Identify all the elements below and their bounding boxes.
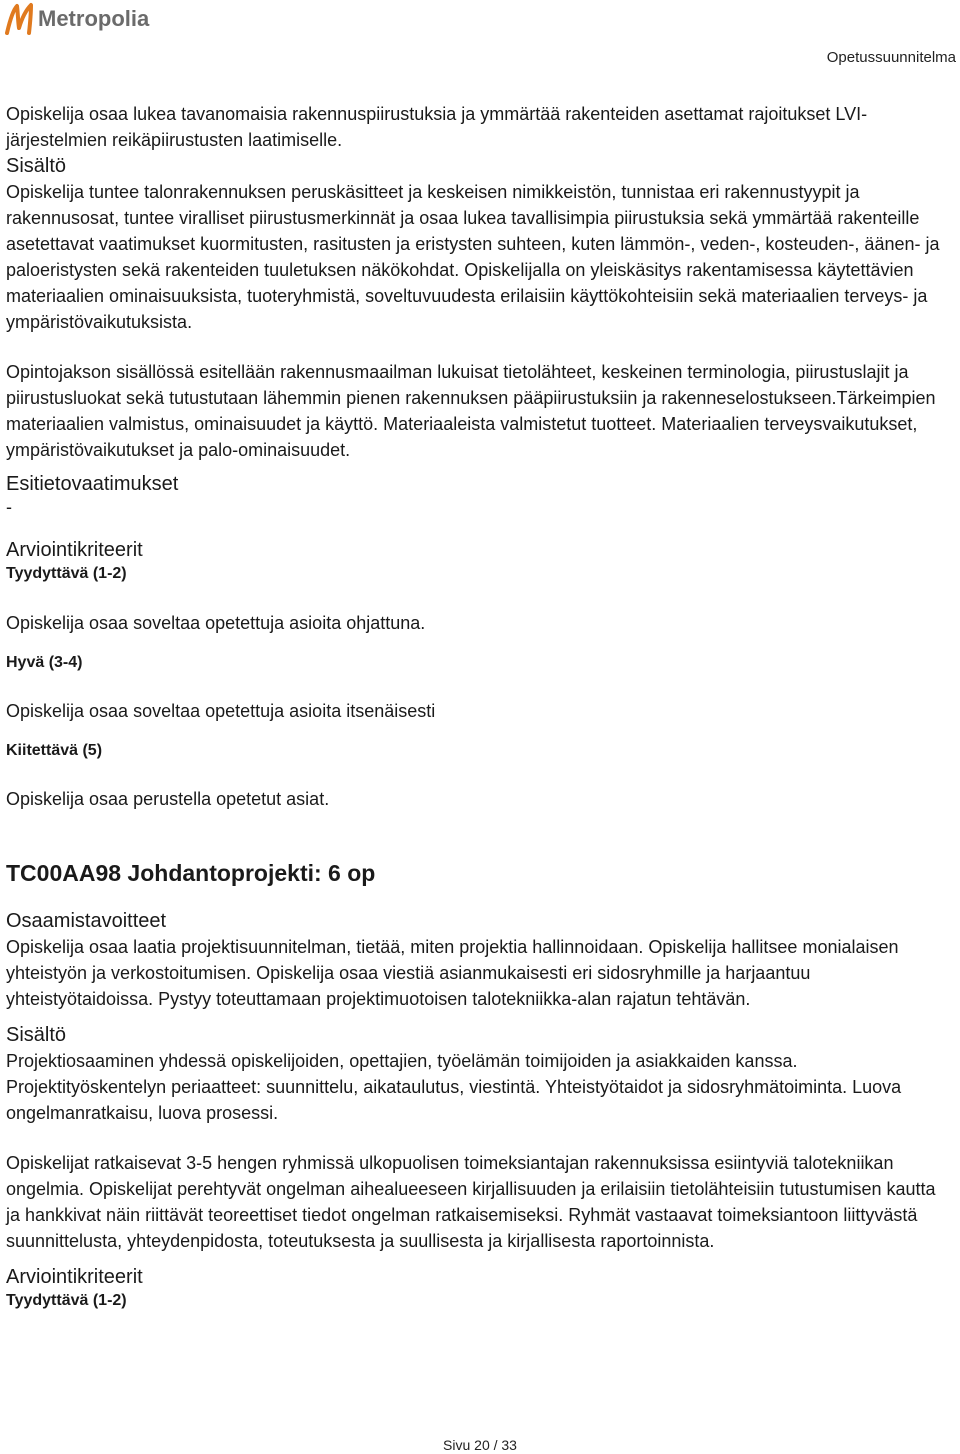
course2-grade-label-satisfactory: Tyydyttävä (1-2) bbox=[6, 1292, 127, 1309]
sisalto-heading: Sisältö bbox=[6, 155, 67, 177]
course2-arviointi-heading: Arviointikriteerit bbox=[6, 1266, 143, 1288]
page-content bbox=[6, 101, 954, 1312]
course-title: TC00AA98 Johdantoprojekti: 6 op bbox=[6, 860, 376, 886]
document-title: Opetussuunnitelma bbox=[826, 49, 956, 66]
osaamistavoitteet-text: Opiskelija osaa laatia projektisuunnitelman, tietää, miten projektia hallinnoidaan. Opiskelija hallitsee monialaisen yhteistyön ja verkostoitumisen. Opiskelija osaa viestiä asianmukaisesti eri sidosryhmille ja harjaantuu yhteistyötaidoissa. Pystyy toteuttamaan projektimuotoisen talotekniikka-alan rajatun tehtävän. bbox=[6, 937, 899, 1009]
esitieto-heading: Esitietovaatimukset bbox=[6, 473, 179, 495]
osaamistavoitteet-heading: Osaamistavoitteet bbox=[6, 910, 167, 932]
arviointi-heading: Arviointikriteerit bbox=[6, 539, 143, 561]
logo-wordmark: Metropolia bbox=[38, 6, 150, 31]
grade-text-good: Opiskelija osaa soveltaa opetettuja asioita itsenäisesti bbox=[6, 701, 436, 721]
page-number: Sivu 20 / 33 bbox=[443, 1437, 517, 1453]
grade-text-satisfactory: Opiskelija osaa soveltaa opetettuja asioita ohjattuna. bbox=[6, 613, 426, 633]
intro-paragraph: Opiskelija osaa lukea tavanomaisia rakennuspiirustuksia ja ymmärtää rakenteiden asettamat rajoitukset LVI-järjestelmien reikäpiirustusten laatimiselle. bbox=[6, 104, 868, 150]
metropolia-logo bbox=[4, 2, 149, 36]
grade-label-good: Hyvä (3-4) bbox=[6, 654, 83, 671]
esitieto-value: - bbox=[6, 497, 12, 517]
course2-sisalto-paragraph-1: Projektiosaaminen yhdessä opiskelijoiden, opettajien, työelämän toimijoiden ja asiakkaiden kanssa. Projektityöskentelyn periaatteet: suunnittelu, aikataulutus, viestintä. Yhteistyötaidot ja sidosryhmätoiminta. Luova ongelmanratkaisu, luova prosessi. bbox=[6, 1051, 902, 1123]
sisalto-paragraph-1: Opiskelija tuntee talonrakennuksen peruskäsitteet ja keskeisen nimikkeistön, tunnistaa eri rakennustyypit ja rakennusosat, tuntee viralliset piirustusmerkinnät ja osaa lukea tavallisimpia piirustuksia sekä ymmärtää rakenteille asetettavat vaatimukset kuormitusten, rasitusten ja eristysten suhteen, kuten lämmön-, veden-, kosteuden-, äänen- ja paloeristysten sekä rakenteiden tuuletuksen näkökohdat. Opiskelijalla on yleiskäsitys rakentamisessa käytettävien materiaalien ominaisuuksista, tuoteryhmistä, soveltuvuudesta erilaisiin käyttökohteisiin sekä materiaalien terveys- ja ympäristövaikutuksista. bbox=[6, 182, 940, 332]
metropolia-logo-icon bbox=[4, 2, 38, 36]
grade-label-excellent: Kiitettävä (5) bbox=[6, 742, 103, 759]
grade-label-satisfactory: Tyydyttävä (1-2) bbox=[6, 565, 127, 582]
sisalto-paragraph-2: Opintojakson sisällössä esitellään rakennusmaailman lukuisat tietolähteet, keskeinen terminologia, piirustuslajit ja piirustusluokat sekä tutustutaan lähemmin pienen rakennuksen pääpiirustuksiin ja rakenneselostukseen.Tärkeimpien materiaalien valmistus, ominaisuudet ja käyttö. Materiaaleista valmistetut tuotteet. Materiaalien terveysvaikutukset, ympäristövaikutukset ja palo-ominaisuudet. bbox=[6, 362, 936, 460]
course2-sisalto-heading: Sisältö bbox=[6, 1024, 67, 1046]
grade-text-excellent: Opiskelija osaa perustella opetetut asiat. bbox=[6, 789, 330, 809]
course2-sisalto-paragraph-2: Opiskelijat ratkaisevat 3-5 hengen ryhmissä ulkopuolisen toimeksiantajan rakennuksissa esiintyviä talotekniikan ongelmia. Opiskelijat perehtyvät ongelman aihealueeseen kirjallisuuden ja erilaisiin tietolähteisiin tutustumisen kautta ja hankkivat näin riittävät teoreettiset tiedot ongelman ratkaisemiseksi. Ryhmät vastaavat toimeksiantoon liittyvästä suunnittelusta, yhteydenpidosta, toteutuksesta ja suullisesta ja kirjallisesta raportoinnista. bbox=[6, 1153, 936, 1251]
